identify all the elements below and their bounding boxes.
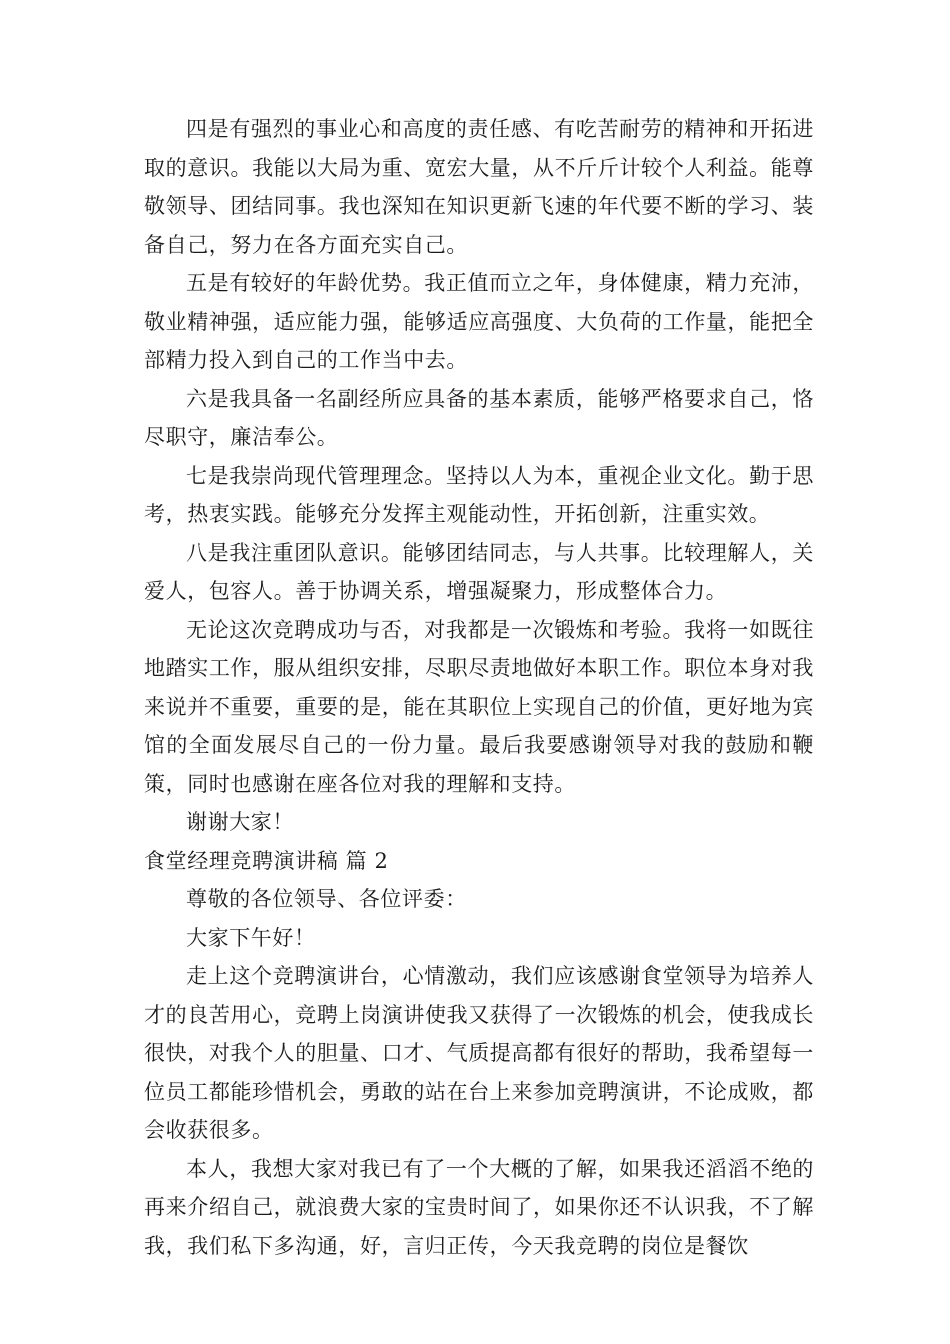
paragraph-four: 四是有强烈的事业心和高度的责任感、有吃苦耐劳的精神和开拓进取的意识。我能以大局为重、宽宏大量，从不斤斤计较个人利益。能尊敬领导、团结同事。我也深知在知识更新飞速的年代要不断的学习、装备自己，努力在各方面充实自己。 bbox=[144, 117, 814, 257]
paragraph-seven: 七是我崇尚现代管理理念。坚持以人为本，重视企业文化。勤于思考，热衷实践。能够充分发挥主观能动性，开拓创新，注重实效。 bbox=[144, 463, 814, 526]
paragraph-conclusion: 无论这次竞聘成功与否，对我都是一次锻炼和考验。我将一如既往地踏实工作，服从组织安排，尽职尽责地做好本职工作。职位本身对我来说并不重要，重要的是，能在其职位上实现自己的价值，更好地为宾馆的全面发展尽自己的一份力量。最后我要感谢领导对我的鼓励和鞭策，同时也感谢在座各位对我的理解和支持。 bbox=[144, 617, 814, 796]
paragraph-five: 五是有较好的年龄优势。我正值而立之年，身体健康，精力充沛，敬业精神强，适应能力强，能够适应高强度、大负荷的工作量，能把全部精力投入到自己的工作当中去。 bbox=[144, 271, 814, 372]
paragraph-greeting: 大家下午好！ bbox=[186, 925, 316, 950]
paragraph-eight: 八是我注重团队意识。能够团结同志，与人共事。比较理解人，关爱人，包容人。善于协调关系，增强凝聚力，形成整体合力。 bbox=[144, 540, 814, 603]
section-heading: 食堂经理竞聘演讲稿 篇 2 bbox=[144, 848, 389, 873]
paragraph-salutation: 尊敬的各位领导、各位评委： bbox=[186, 887, 467, 911]
paragraph-opening: 走上这个竞聘演讲台，心情激动，我们应该感谢食堂领导为培养人才的良苦用心，竞聘上岗演讲使我又获得了一次锻炼的机会，使我成长很快，对我个人的胆量、口才、气质提高都有很好的帮助，我希望每一位员工都能珍惜机会，勇敢的站在台上来参加竞聘演讲，不论成败，都会收获很多。 bbox=[144, 964, 814, 1142]
paragraph-six: 六是我具备一名副经所应具备的基本素质，能够严格要求自己，恪尽职守，廉洁奉公。 bbox=[144, 386, 814, 449]
paragraph-introduction: 本人，我想大家对我已有了一个大概的了解，如果我还滔滔不绝的再来介绍自己，就浪费大家的宝贵时间了，如果你还不认识我，不了解我，我们私下多沟通，好，言归正传，今天我竞聘的岗位是餐饮 bbox=[144, 1156, 814, 1258]
document-body bbox=[144, 110, 814, 1265]
paragraph-thanks: 谢谢大家！ bbox=[186, 810, 294, 834]
